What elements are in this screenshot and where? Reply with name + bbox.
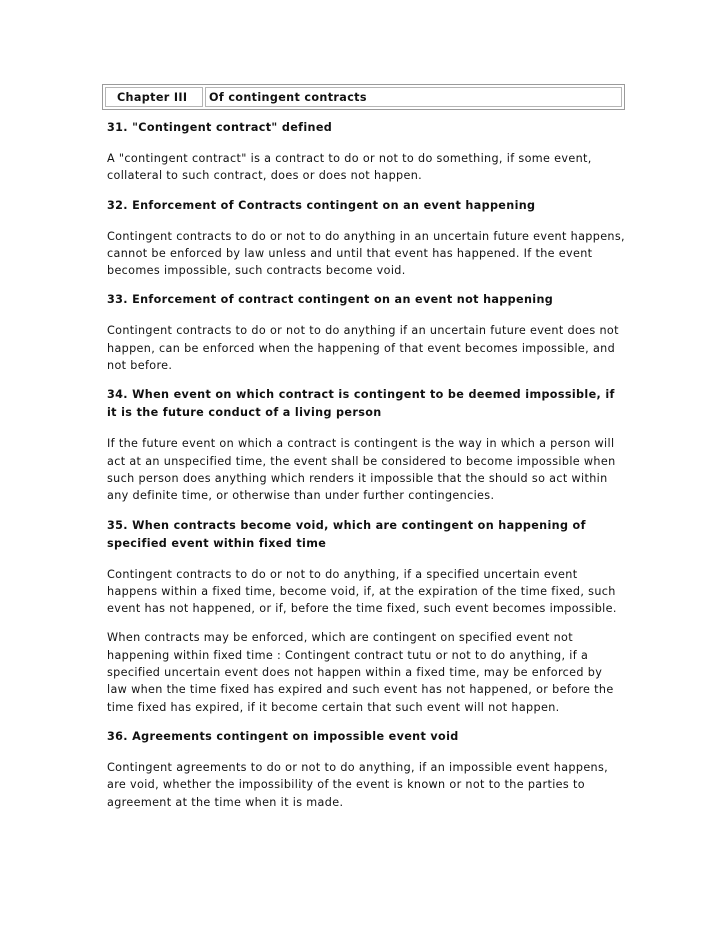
section-33-heading: 33. Enforcement of contract contingent on an event not happening <box>107 293 554 307</box>
section-33-text: Contingent contracts to do or not to do anything if an uncertain future event does not happen, can be enforced when the happening of that event becomes impossible, and not before. <box>107 324 619 373</box>
chapter-title: Of contingent contracts <box>205 87 622 107</box>
chapter-header <box>102 84 625 110</box>
section-32-heading: 32. Enforcement of Contracts contingent on an event happening <box>107 198 536 212</box>
section-35-text-2: When contracts may be enforced, which are contingent on specified event not happening within fixed time : Contingent contract tutu or not to do anything, if a specified uncertain event does not happen within a fixed time, may be enforced by law when the time fixed has expired and such event has not happened, or before the time fixed has expired, if it become certain that such event will not happen. <box>107 631 614 714</box>
section-34-text: If the future event on which a contract is contingent is the way in which a person will act at an unspecified time, the event shall be considered to become impossible when such person does anything which renders it impossible that the should so act within any definite time, or otherwise than under further contingencies. <box>107 437 616 503</box>
chapter-number: Chapter III <box>105 87 203 107</box>
section-31-heading: 31. "Contingent contract" defined <box>107 121 333 134</box>
section-31-text: A "contingent contract" is a contract to do or not to do something, if some event, collateral to such contract, does or does not happen. <box>107 152 592 183</box>
section-34-heading: 34. When event on which contract is contingent to be deemed impossible, if it is the future conduct of a living person <box>107 388 615 420</box>
document-body <box>107 119 625 823</box>
section-32-text: Contingent contracts to do or not to do anything in an uncertain future event happens, cannot be enforced by law unless and until that event has happened. If the event becomes impossible, such contracts become void. <box>107 229 625 278</box>
section-35-heading: 35. When contracts become void, which are contingent on happening of specified event within fixed time <box>107 518 586 550</box>
section-35-text: Contingent contracts to do or not to do anything, if a specified uncertain event happens within a fixed time, become void, if, at the expiration of the time fixed, such event has not happened, or if, before the time fixed, such event becomes impossible. <box>107 567 617 616</box>
section-36-heading: 36. Agreements contingent on impossible event void <box>107 729 459 743</box>
section-36-text: Contingent agreements to do or not to do anything, if an impossible event happens, are void, whether the impossibility of the event is known or not to the parties to agreement at the time when it is made. <box>107 760 609 809</box>
